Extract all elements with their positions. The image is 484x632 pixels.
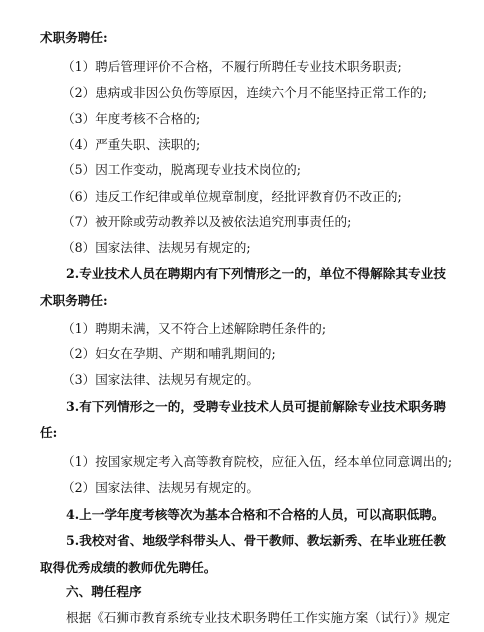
list-item: （2）患病或非因公负伤等原因，连续六个月不能坚持正常工作的; [62,84,427,100]
list-item: （3）年度考核不合格的; [62,111,201,127]
text-line-continuation: 术职务聘任: [40,30,108,45]
list-item: （8）国家法律、法规另有规定的; [62,239,251,255]
list-item: （4）严重失职、渎职的; [62,136,201,152]
list-item: （1）按国家规定考入高等教育院校，应征入伍，经本单位同意调出的; [62,454,453,470]
list-item: （2）妇女在孕期、产期和哺乳期间的; [62,346,276,362]
section-heading-continuation: 任: [40,424,58,440]
chapter-heading: 六、聘任程序 [66,584,142,600]
list-item: （1）聘后管理评价不合格，不履行所聘任专业技术职务职责; [62,59,402,75]
body-paragraph: 根据《石狮市教育系统专业技术职务聘任工作实施方案（试行）》规定 [66,610,451,625]
list-item: （1）聘期未满，又不符合上述解除聘任条件的; [62,320,327,336]
list-item: （2）国家法律、法规另有规定的。 [62,479,259,495]
list-item: （7）被开除或劳动教养以及被依法追究刑事责任的; [62,214,352,230]
section-heading: 2.专业技术人员在聘期内有下列情形之一的，单位不得解除其专业技 [66,266,446,282]
section-heading-continuation: 术职务聘任: [40,292,108,308]
section-heading-continuation: 取得优秀成绩的教师优先聘任。 [40,559,217,575]
list-item: （3）国家法律、法规另有规定的。 [62,371,259,387]
list-item: （5）因工作变动，脱离现专业技术岗位的; [62,162,301,178]
section-heading: 5.我校对省、地级学科带头人、骨干教师、教坛新秀、在毕业班任教 [66,533,446,549]
section-heading: 4.上一学年度考核等次为基本合格和不合格的人员，可以高职低聘。 [66,507,445,523]
section-heading: 3.有下列情形之一的，受聘专业技术人员可提前解除专业技术职务聘 [66,399,446,415]
list-item: （6）违反工作纪律或单位规章制度，经批评教育仍不改正的; [62,188,402,204]
